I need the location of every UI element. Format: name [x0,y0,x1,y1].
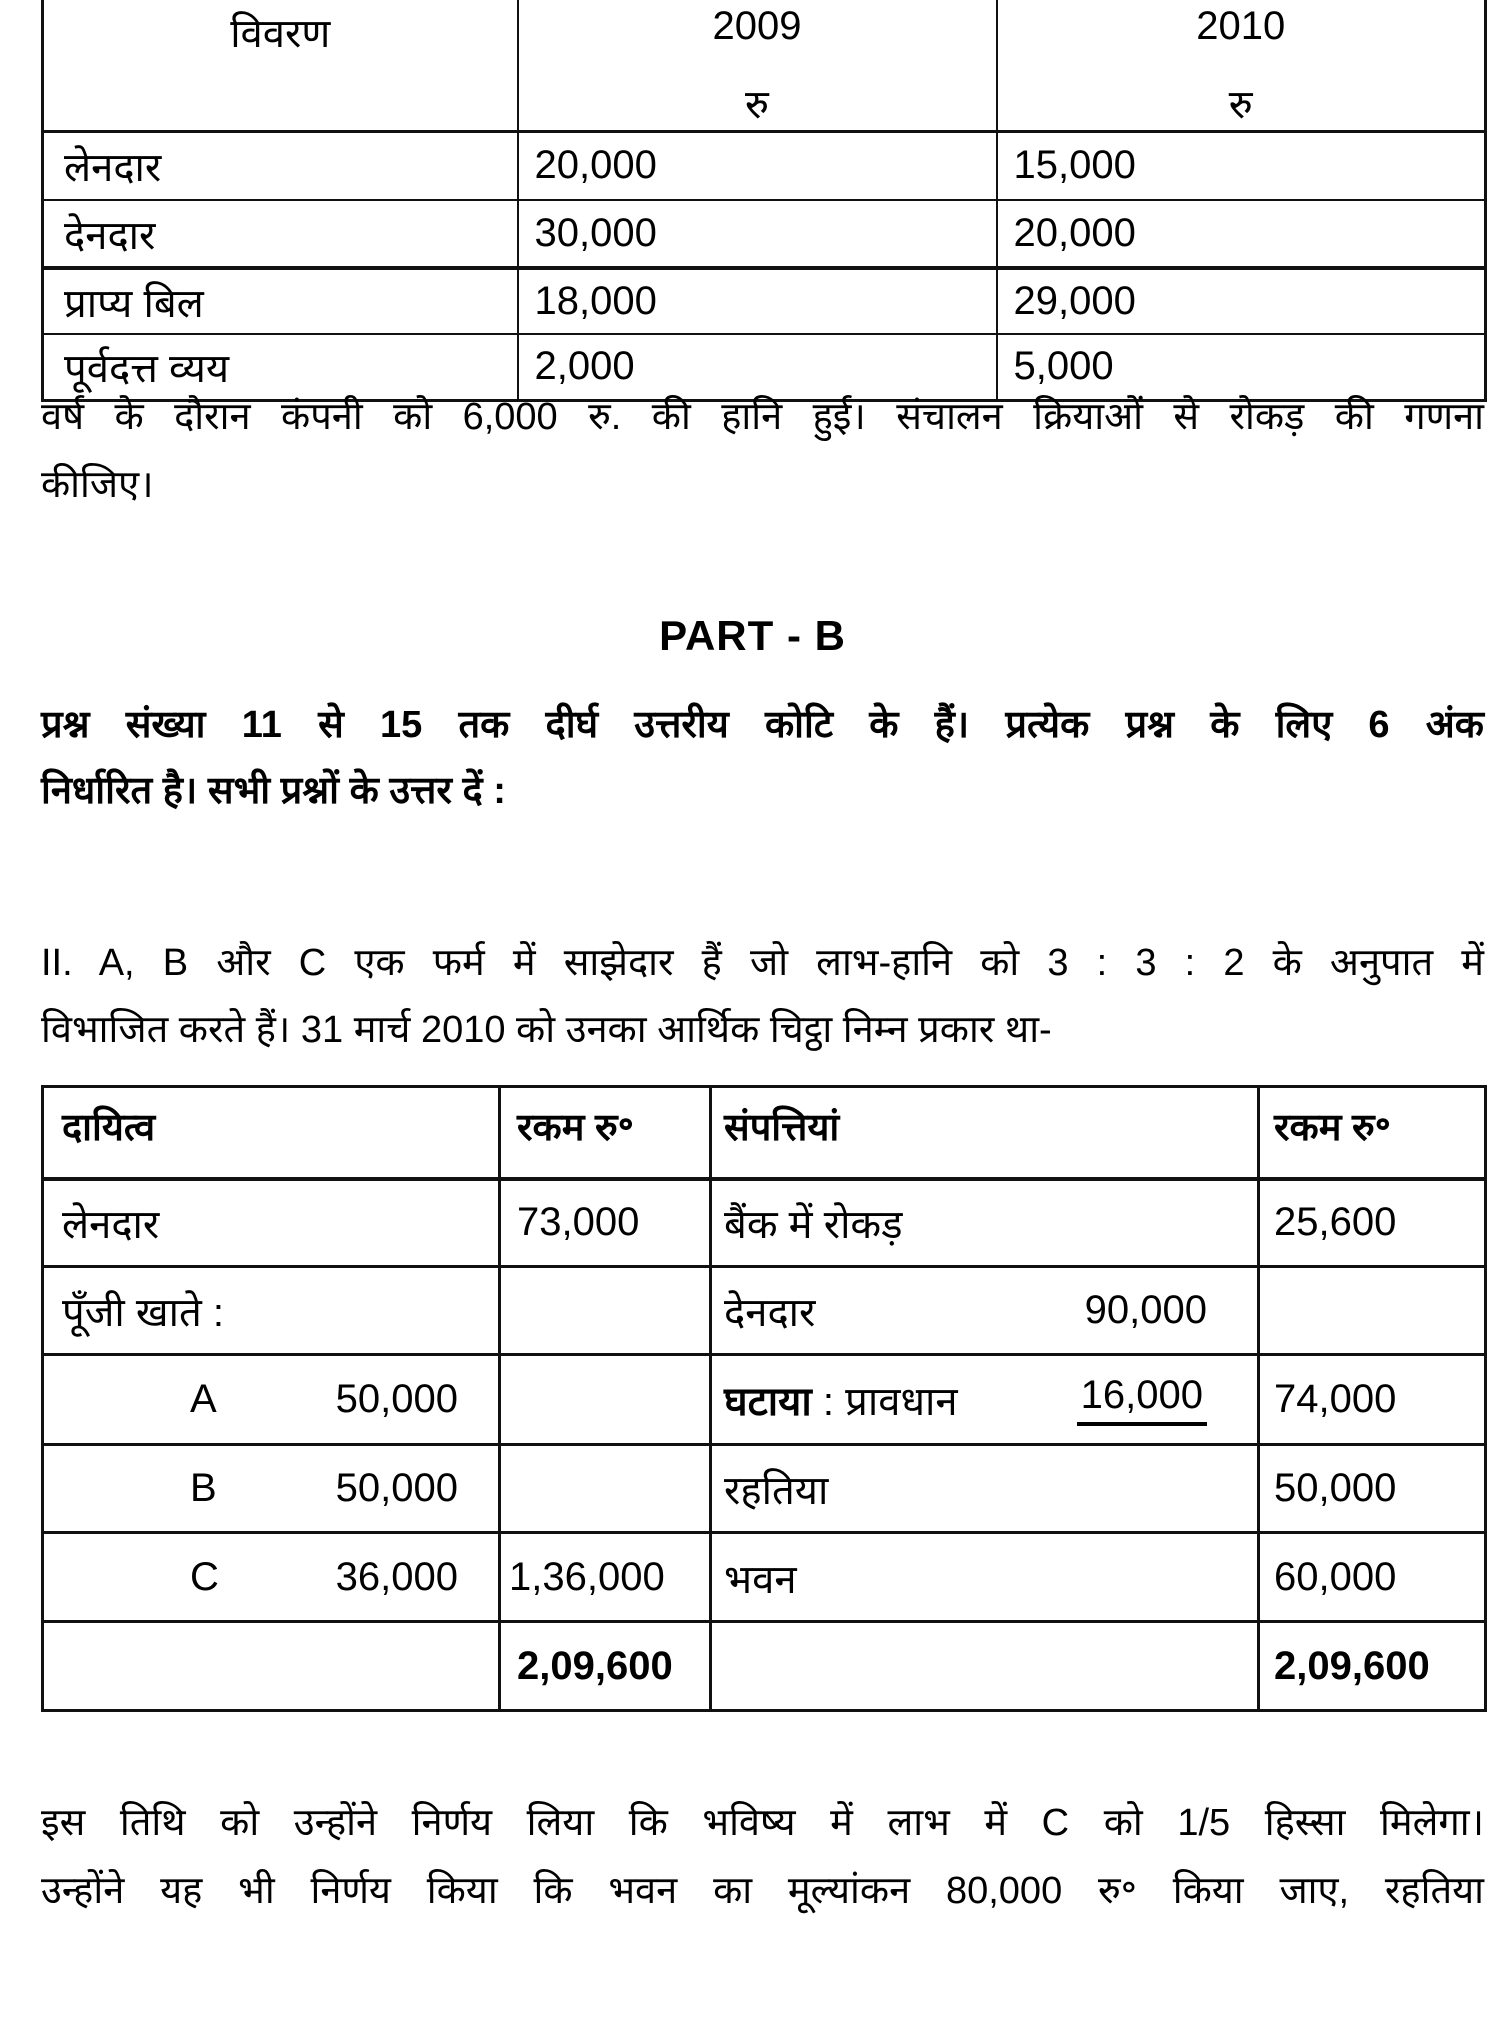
header-particulars [43,0,518,132]
asset-amount: 50,000 [1259,1445,1486,1533]
instructions-line-2: निर्धारित है। सभी प्रश्नों के उत्तर दें : [41,770,506,812]
partner-capital: 50,000 [335,1377,458,1421]
amount-2009: 18,000 [518,268,997,334]
liability-amount: 1,36,000 [500,1533,711,1622]
asset-cell [711,1355,1259,1445]
particulars-label: विवरण [230,12,331,56]
year-2010-label: 2010 [1196,4,1286,48]
partner-capital: 36,000 [335,1554,458,1599]
header-amount-2: रकम रु॰ [1259,1087,1486,1179]
liability-amount-empty [500,1355,711,1445]
partner-letter: B [190,1466,217,1510]
question-line-1: II. A, B और C एक फर्म में साझेदार हैं जो लाभ-हानि को 3 : 3 : 2 के अनुपात में [41,942,1484,984]
table-row [43,1179,1486,1267]
row-label: पूर्वदत्त व्यय [43,334,518,401]
table-row [43,200,1486,268]
note-line-1: वर्ष के दौरान कंपनी को 6,000 रु. की हानि हुई। संचालन क्रियाओं से रोकड़ की गणना [41,396,1484,438]
liability-label: पूँजी खाते : [43,1267,500,1355]
row-label: लेनदार [43,132,518,200]
comparison-table [41,0,1487,402]
asset-label [724,1372,958,1427]
table-row [43,268,1486,334]
row-label: देनदार [43,200,518,268]
liability-amount-empty [500,1267,711,1355]
balance-sheet-table [41,1085,1487,1712]
asset-label: बैंक में रोकड़ [711,1179,1259,1267]
asset-amount: 25,600 [1259,1179,1486,1267]
underlined-amount: 16,000 [1077,1373,1207,1426]
capital-cell [43,1355,500,1445]
asset-amount: 60,000 [1259,1533,1486,1622]
amount-2009: 2,000 [518,334,997,401]
header-amount-1: रकम रु॰ [500,1087,711,1179]
header-assets: संपत्तियां [711,1087,1259,1179]
row-label: प्राप्य बिल [43,268,518,334]
asset-cell [711,1267,1259,1355]
asset-label: देनदार [724,1291,816,1335]
partner-letter: A [190,1377,217,1421]
liability-amount-empty [500,1445,711,1533]
year-2010-unit: रु [1228,83,1253,127]
instructions-line-1: प्रश्न संख्या 11 से 15 तक दीर्घ उत्तरीय कोटि के हैं। प्रत्येक प्रश्न के लिए 6 अंक [41,704,1484,746]
amount-2010: 15,000 [997,132,1486,200]
partner-capital: 50,000 [335,1466,458,1510]
amount-2009: 20,000 [518,132,997,200]
amount-2010: 20,000 [997,200,1486,268]
table-row [43,1355,1486,1445]
note-line-2: कीजिए। [41,464,154,506]
liability-amount: 73,000 [500,1179,711,1267]
asset-label-empty [711,1622,1259,1711]
comparison-table-header-row [43,0,1486,132]
year-2009-label: 2009 [712,4,802,48]
table-row [43,1445,1486,1533]
amount-2010: 5,000 [997,334,1486,401]
table-row [43,1267,1486,1355]
capital-cell [43,1445,500,1533]
header-year-2009 [518,0,997,132]
balance-sheet-header-row [43,1087,1486,1179]
total-assets: 2,09,600 [1259,1622,1486,1711]
table-row [43,1533,1486,1622]
closing-note-line-2: उन्होंने यह भी निर्णय किया कि भवन का मूल्यांकन 80,000 रु॰ किया जाए, रहतिया [41,1870,1484,1912]
asset-label: रहतिया [711,1445,1259,1533]
total-row [43,1622,1486,1711]
asset-amount-empty [1259,1267,1486,1355]
asset-label-bold: घटाया [724,1380,812,1424]
header-liabilities: दायित्व [43,1087,500,1179]
table-row [43,132,1486,200]
section-heading: PART - B [659,612,846,659]
asset-sub-amount: 90,000 [1084,1288,1207,1332]
amount-2009: 30,000 [518,200,997,268]
total-liabilities: 2,09,600 [500,1622,711,1711]
liability-label: लेनदार [43,1179,500,1267]
header-year-2010 [997,0,1486,132]
year-2009-unit: रु [745,83,769,127]
asset-label-rest: : प्रावधान [822,1380,958,1424]
partner-letter: C [190,1554,219,1599]
capital-cell [43,1533,500,1622]
asset-amount: 74,000 [1259,1355,1486,1445]
question-line-2: विभाजित करते हैं। 31 मार्च 2010 को उनका आर्थिक चिट्ठा निम्न प्रकार था- [41,1009,1052,1051]
liability-label-empty [43,1622,500,1711]
asset-label: भवन [711,1533,1259,1622]
amount-2010: 29,000 [997,268,1486,334]
closing-note-line-1: इस तिथि को उन्होंने निर्णय लिया कि भविष्य में लाभ में C को 1/5 हिस्सा मिलेगा। [41,1802,1484,1844]
table-row [43,334,1486,401]
